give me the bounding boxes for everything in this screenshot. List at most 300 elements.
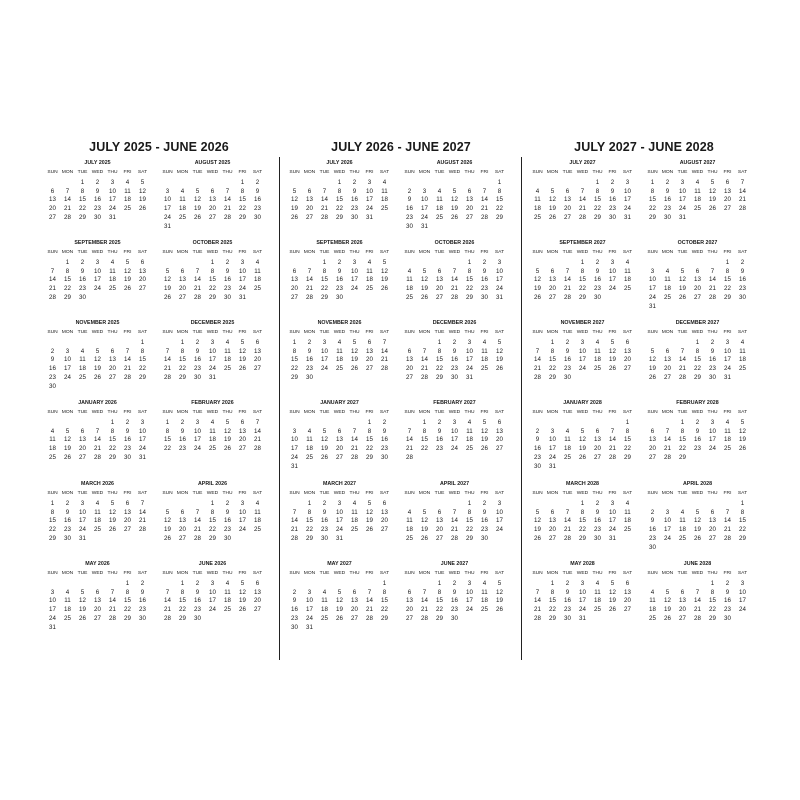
day-number: 12 — [694, 517, 701, 525]
day-number: 31 — [724, 373, 731, 381]
day-number: 16 — [224, 517, 231, 525]
day-number: 24 — [624, 205, 631, 213]
day-number: 10 — [239, 267, 246, 275]
day-number: 11 — [436, 196, 443, 204]
day-number: 9 — [565, 588, 570, 596]
day-number: 21 — [451, 285, 458, 293]
day-number: 7 — [367, 588, 372, 596]
weekday-label: SUN — [289, 571, 300, 576]
weekday-label: FRI — [123, 571, 132, 576]
day-number: 5 — [352, 339, 357, 346]
day-number: 19 — [194, 205, 201, 213]
day-number: 20 — [239, 436, 246, 444]
weekday-label: TUE — [677, 410, 688, 415]
day-number: 17 — [209, 597, 216, 605]
day-number: 1 — [550, 339, 555, 346]
day-number: 31 — [291, 462, 298, 470]
day-number: 16 — [436, 436, 443, 444]
day-number: 26 — [194, 213, 201, 221]
weekday-label: MON — [303, 491, 316, 496]
day-number: 12 — [381, 267, 388, 275]
day-number: 13 — [466, 196, 473, 204]
month-name: APRIL 2027 — [439, 481, 470, 487]
day-number: 24 — [649, 293, 656, 301]
day-number: 16 — [254, 196, 261, 204]
day-number: 12 — [109, 508, 116, 516]
day-number: 5 — [482, 419, 487, 426]
day-number: 13 — [239, 427, 246, 435]
day-number: 18 — [366, 276, 373, 284]
day-number: 27 — [239, 445, 246, 453]
weekday-label: WED — [206, 330, 219, 335]
day-number: 3 — [550, 427, 555, 435]
month-name: FEBRUARY 2028 — [676, 400, 719, 406]
weekday-label: SUN — [404, 491, 415, 496]
weekday-label: TUE — [562, 330, 573, 335]
weekday-label: FRI — [365, 330, 374, 335]
day-number: 30 — [224, 293, 231, 301]
day-number: 18 — [594, 597, 601, 605]
day-number: 24 — [139, 445, 146, 453]
day-number: 9 — [740, 267, 745, 275]
day-number: 17 — [709, 436, 716, 444]
weekday-label: FRI — [238, 170, 247, 175]
day-number: 30 — [64, 534, 71, 542]
day-number: 30 — [649, 543, 656, 551]
day-number: 1 — [210, 500, 215, 507]
day-number: 9 — [195, 347, 200, 355]
month-name: MAY 2028 — [570, 561, 595, 567]
day-number: 29 — [124, 614, 131, 622]
month-name: OCTOBER 2027 — [677, 240, 718, 246]
day-number: 6 — [80, 427, 85, 435]
day-number: 27 — [679, 614, 686, 622]
day-number: 14 — [366, 597, 373, 605]
day-number: 31 — [336, 534, 343, 542]
day-number: 6 — [110, 347, 115, 355]
day-number: 8 — [595, 187, 600, 195]
month-name: JANUARY 2026 — [78, 400, 117, 406]
day-number: 2 — [452, 580, 457, 587]
day-number: 19 — [481, 436, 488, 444]
day-number: 24 — [549, 453, 556, 461]
day-number: 5 — [80, 588, 85, 596]
day-number: 23 — [649, 534, 656, 542]
weekday-label: TUE — [434, 571, 445, 576]
weekday-label: WED — [91, 571, 104, 576]
day-number: 8 — [695, 347, 700, 355]
day-number: 19 — [534, 285, 541, 293]
day-number: 5 — [165, 508, 170, 516]
day-number: 20 — [179, 285, 186, 293]
weekday-label: FRI — [608, 250, 617, 255]
day-number: 3 — [240, 500, 245, 507]
day-number: 27 — [179, 534, 186, 542]
weekday-label: FRI — [723, 250, 732, 255]
day-number: 5 — [337, 588, 342, 596]
day-number: 23 — [306, 365, 313, 373]
weekday-label: SUN — [162, 170, 173, 175]
day-number: 17 — [164, 205, 171, 213]
weekday-label: THU — [464, 330, 475, 335]
day-number: 3 — [50, 588, 55, 596]
day-number: 30 — [94, 213, 101, 221]
weekday-label: THU — [107, 170, 118, 175]
day-number: 19 — [291, 205, 298, 213]
weekday-label: SAT — [137, 491, 148, 496]
day-number: 19 — [679, 285, 686, 293]
day-number: 17 — [451, 436, 458, 444]
day-number: 4 — [482, 339, 487, 346]
weekday-label: TUE — [562, 410, 573, 415]
day-number: 17 — [466, 356, 473, 364]
day-number: 7 — [352, 427, 357, 435]
day-number: 22 — [594, 205, 601, 213]
day-number: 16 — [381, 436, 388, 444]
day-number: 28 — [679, 373, 686, 381]
day-number: 15 — [724, 276, 731, 284]
day-number: 31 — [239, 293, 246, 301]
weekday-label: WED — [448, 491, 461, 496]
day-number: 23 — [381, 445, 388, 453]
weekday-label: FRI — [480, 491, 489, 496]
day-number: 22 — [179, 606, 186, 614]
day-number: 22 — [421, 445, 428, 453]
day-number: 26 — [534, 534, 541, 542]
day-number: 26 — [139, 205, 146, 213]
day-number: 27 — [649, 453, 656, 461]
weekday-label: FRI — [480, 250, 489, 255]
day-number: 1 — [165, 419, 170, 426]
month-name: SEPTEMBER 2027 — [559, 240, 606, 246]
weekday-label: FRI — [480, 170, 489, 175]
day-number: 5 — [65, 427, 70, 435]
day-number: 26 — [239, 365, 246, 373]
day-number: 5 — [710, 179, 715, 186]
day-number: 2 — [195, 339, 200, 346]
month-name: AUGUST 2026 — [436, 160, 473, 166]
day-number: 15 — [179, 356, 186, 364]
day-number: 5 — [497, 580, 502, 587]
day-number: 18 — [436, 205, 443, 213]
day-number: 1 — [210, 259, 215, 266]
weekday-label: MON — [418, 410, 431, 415]
day-number: 4 — [50, 427, 55, 435]
day-number: 28 — [351, 453, 358, 461]
day-number: 10 — [421, 196, 428, 204]
day-number: 30 — [194, 373, 201, 381]
day-number: 14 — [709, 276, 716, 284]
day-number: 3 — [352, 259, 357, 266]
day-number: 26 — [481, 445, 488, 453]
day-number: 26 — [124, 285, 131, 293]
day-number: 9 — [482, 508, 487, 516]
day-number: 21 — [381, 356, 388, 364]
month-name: DECEMBER 2026 — [432, 320, 477, 326]
day-number: 7 — [95, 427, 100, 435]
day-number: 10 — [579, 347, 586, 355]
day-number: 9 — [610, 187, 615, 195]
day-number: 24 — [49, 614, 56, 622]
day-number: 8 — [580, 508, 585, 516]
day-number: 2 — [307, 339, 312, 346]
day-number: 26 — [679, 293, 686, 301]
day-number: 16 — [306, 356, 313, 364]
day-number: 2 — [195, 580, 200, 587]
day-number: 4 — [740, 339, 745, 346]
day-number: 28 — [64, 213, 71, 221]
day-number: 28 — [534, 614, 541, 622]
day-number: 12 — [579, 436, 586, 444]
weekday-label: THU — [107, 410, 118, 415]
day-number: 11 — [124, 187, 131, 195]
day-number: 16 — [321, 517, 328, 525]
weekday-label: WED — [691, 250, 704, 255]
day-number: 19 — [94, 365, 101, 373]
day-number: 27 — [709, 534, 716, 542]
day-number: 2 — [225, 500, 230, 507]
weekday-label: MON — [303, 170, 316, 175]
day-number: 9 — [695, 427, 700, 435]
day-number: 28 — [109, 614, 116, 622]
weekday-label: TUE — [319, 330, 330, 335]
day-number: 3 — [322, 339, 327, 346]
day-number: 21 — [351, 445, 358, 453]
day-number: 3 — [307, 588, 312, 596]
weekday-label: THU — [107, 571, 118, 576]
day-number: 23 — [709, 365, 716, 373]
day-number: 28 — [194, 534, 201, 542]
day-number: 19 — [351, 356, 358, 364]
day-number: 10 — [209, 588, 216, 596]
day-number: 15 — [579, 276, 586, 284]
day-number: 10 — [306, 597, 313, 605]
day-number: 12 — [239, 588, 246, 596]
day-number: 13 — [209, 196, 216, 204]
day-number: 25 — [254, 526, 261, 534]
month-name: JULY 2026 — [326, 160, 353, 166]
day-number: 10 — [109, 187, 116, 195]
day-number: 31 — [679, 213, 686, 221]
day-number: 8 — [437, 588, 442, 596]
day-number: 19 — [609, 356, 616, 364]
day-number: 19 — [366, 517, 373, 525]
day-number: 11 — [739, 347, 746, 355]
day-number: 17 — [724, 356, 731, 364]
weekday-label: SAT — [494, 571, 505, 576]
day-number: 15 — [549, 356, 556, 364]
day-number: 19 — [649, 365, 656, 373]
day-number: 8 — [550, 588, 555, 596]
weekday-label: TUE — [319, 410, 330, 415]
day-number: 2 — [482, 500, 487, 507]
day-number: 11 — [94, 508, 101, 516]
day-number: 25 — [79, 373, 86, 381]
day-number: 16 — [124, 436, 131, 444]
day-number: 26 — [579, 453, 586, 461]
day-number: 24 — [421, 213, 428, 221]
weekday-label: WED — [576, 330, 589, 335]
day-number: 18 — [679, 526, 686, 534]
day-number: 14 — [724, 517, 731, 525]
day-number: 22 — [466, 526, 473, 534]
day-number: 18 — [466, 436, 473, 444]
day-number: 21 — [124, 365, 131, 373]
day-number: 22 — [624, 445, 631, 453]
weekday-label: MON — [418, 491, 431, 496]
day-number: 16 — [79, 276, 86, 284]
day-number: 16 — [224, 276, 231, 284]
day-number: 25 — [109, 285, 116, 293]
day-number: 3 — [367, 179, 372, 186]
day-number: 20 — [496, 436, 503, 444]
day-number: 22 — [109, 445, 116, 453]
day-number: 28 — [451, 534, 458, 542]
day-number: 1 — [467, 259, 472, 266]
day-number: 19 — [139, 196, 146, 204]
day-number: 3 — [65, 347, 70, 355]
day-number: 29 — [466, 534, 473, 542]
day-number: 23 — [194, 606, 201, 614]
day-number: 11 — [649, 597, 656, 605]
day-number: 28 — [564, 534, 571, 542]
day-number: 15 — [594, 196, 601, 204]
day-number: 17 — [421, 205, 428, 213]
day-number: 22 — [436, 606, 443, 614]
weekday-label: SUN — [162, 571, 173, 576]
weekday-label: SAT — [252, 170, 263, 175]
day-number: 20 — [624, 597, 631, 605]
weekday-label: SAT — [494, 250, 505, 255]
day-number: 13 — [594, 436, 601, 444]
day-number: 2 — [225, 259, 230, 266]
weekday-label: WED — [448, 330, 461, 335]
month-name: OCTOBER 2025 — [192, 240, 233, 246]
day-number: 7 — [422, 347, 427, 355]
day-number: 10 — [624, 187, 631, 195]
day-number: 29 — [579, 293, 586, 301]
day-number: 13 — [549, 276, 556, 284]
day-number: 21 — [534, 365, 541, 373]
day-number: 14 — [694, 597, 701, 605]
day-number: 25 — [49, 453, 56, 461]
day-number: 29 — [466, 293, 473, 301]
day-number: 19 — [709, 196, 716, 204]
day-number: 8 — [65, 267, 70, 275]
day-number: 1 — [467, 500, 472, 507]
day-number: 14 — [291, 517, 298, 525]
day-number: 7 — [665, 427, 670, 435]
weekday-label: THU — [222, 330, 233, 335]
day-number: 3 — [497, 500, 502, 507]
day-number: 23 — [139, 606, 146, 614]
day-number: 6 — [625, 339, 630, 346]
weekday-label: FRI — [608, 491, 617, 496]
day-number: 6 — [367, 339, 372, 346]
weekday-label: MON — [661, 250, 674, 255]
weekday-label: FRI — [723, 571, 732, 576]
day-number: 10 — [336, 508, 343, 516]
day-number: 4 — [625, 259, 630, 266]
day-number: 30 — [564, 373, 571, 381]
day-number: 18 — [664, 285, 671, 293]
day-number: 15 — [579, 517, 586, 525]
day-number: 6 — [710, 508, 715, 516]
day-number: 31 — [209, 373, 216, 381]
weekday-label: FRI — [123, 410, 132, 415]
day-number: 12 — [321, 436, 328, 444]
weekday-label: MON — [546, 410, 559, 415]
day-number: 4 — [180, 187, 185, 195]
weekday-label: SAT — [379, 250, 390, 255]
day-number: 24 — [336, 526, 343, 534]
day-number: 18 — [739, 356, 746, 364]
day-number: 21 — [254, 436, 261, 444]
day-number: 17 — [351, 276, 358, 284]
day-number: 1 — [680, 419, 685, 426]
day-number: 14 — [451, 276, 458, 284]
weekday-label: WED — [691, 410, 704, 415]
day-number: 21 — [664, 445, 671, 453]
weekday-label: MON — [176, 571, 189, 576]
day-number: 20 — [694, 285, 701, 293]
day-number: 19 — [664, 606, 671, 614]
day-number: 18 — [64, 606, 71, 614]
weekday-label: SUN — [162, 330, 173, 335]
day-number: 4 — [595, 580, 600, 587]
day-number: 4 — [565, 427, 570, 435]
day-number: 13 — [179, 276, 186, 284]
weekday-label: MON — [61, 491, 74, 496]
month-name: DECEMBER 2027 — [675, 320, 720, 326]
day-number: 6 — [665, 347, 670, 355]
day-number: 11 — [564, 436, 571, 444]
day-number: 9 — [195, 588, 200, 596]
day-number: 26 — [609, 365, 616, 373]
day-number: 12 — [496, 588, 503, 596]
day-number: 16 — [194, 597, 201, 605]
weekday-label: FRI — [238, 330, 247, 335]
day-number: 16 — [594, 517, 601, 525]
day-number: 10 — [649, 276, 656, 284]
day-number: 4 — [322, 588, 327, 596]
day-number: 25 — [381, 205, 388, 213]
weekday-label: FRI — [365, 571, 374, 576]
day-number: 30 — [336, 293, 343, 301]
weekday-label: TUE — [677, 571, 688, 576]
day-number: 7 — [110, 588, 115, 596]
day-number: 1 — [322, 259, 327, 266]
weekday-label: TUE — [192, 491, 203, 496]
day-number: 12 — [351, 347, 358, 355]
weekday-label: MON — [303, 330, 316, 335]
day-number: 9 — [665, 187, 670, 195]
weekday-label: SAT — [622, 330, 633, 335]
day-number: 17 — [64, 365, 71, 373]
day-number: 11 — [534, 196, 541, 204]
day-number: 20 — [94, 606, 101, 614]
day-number: 28 — [406, 453, 413, 461]
day-number: 10 — [49, 597, 56, 605]
weekday-label: WED — [91, 170, 104, 175]
day-number: 23 — [664, 205, 671, 213]
day-number: 5 — [140, 179, 145, 186]
day-number: 20 — [254, 356, 261, 364]
day-number: 13 — [664, 356, 671, 364]
day-number: 25 — [366, 285, 373, 293]
day-number: 23 — [254, 205, 261, 213]
weekday-label: SUN — [289, 410, 300, 415]
